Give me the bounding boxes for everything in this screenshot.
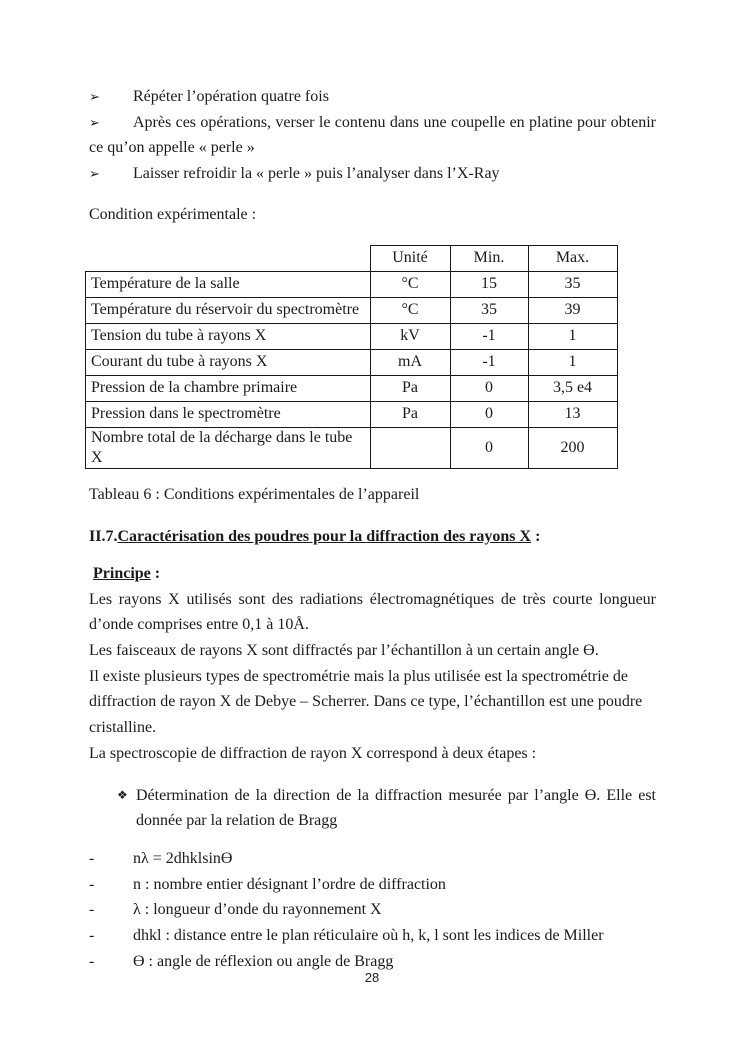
principle-suffix: : — [150, 564, 161, 582]
table-cell-max: 35 — [528, 271, 617, 297]
table-cell-min: -1 — [450, 349, 528, 375]
definition-text: nλ = 2dhklsinƟ — [133, 849, 233, 867]
document-page — [89, 84, 656, 974]
table-cell-label: Pression de la chambre primaire — [86, 375, 371, 401]
table-cell-max: 13 — [528, 401, 617, 427]
table-cell-label: Température de la salle — [86, 271, 371, 297]
experimental-conditions-table — [85, 245, 618, 469]
table-header-empty-cell — [86, 245, 371, 271]
arrow-bullet-icon: ➢ — [89, 89, 100, 104]
condition-label: Condition expérimentale : — [89, 205, 257, 223]
bullet-item — [89, 161, 656, 187]
table-cell-label: Température du réservoir du spectromètre — [86, 297, 371, 323]
definition-item — [89, 923, 656, 949]
dash-bullet: - — [89, 875, 95, 893]
table-header-cell: Unité — [370, 245, 450, 271]
principle-label: Principe — [93, 564, 151, 582]
arrow-bullet-icon: ➢ — [89, 114, 100, 130]
dash-bullet: - — [89, 927, 95, 945]
section-title: Caractérisation des poudres pour la diffraction des rayons X — [117, 528, 532, 546]
definition-item — [89, 846, 656, 872]
bullet-text: Après ces opérations, verser le contenu dans une coupelle en platine pour obtenir ce qu’on appelle « perle » — [89, 113, 656, 157]
table-row — [86, 375, 618, 401]
table-cell-max: 200 — [528, 427, 617, 468]
table-header-cell: Max. — [528, 245, 617, 271]
table-cell-min: 0 — [450, 427, 528, 468]
body-paragraph: Les rayons X utilisés sont des radiations électromagnétiques de très courte longueur d’onde comprises entre 0,1 à 10Å. — [89, 590, 656, 634]
dash-bullet: - — [89, 849, 95, 867]
principle-heading — [89, 561, 656, 587]
table-header-row — [86, 245, 618, 271]
table-row — [86, 349, 618, 375]
body-paragraph: Les faisceaux de rayons X sont diffractés par l’échantillon à un certain angle Ɵ. — [89, 642, 599, 660]
definition-text: dhkl : distance entre le plan réticulaire où h, k, l sont les indices de Miller — [133, 927, 604, 945]
bullet-text: Répéter l’opération quatre fois — [133, 88, 329, 105]
dash-bullet: - — [89, 901, 95, 919]
section-suffix: : — [531, 528, 541, 546]
table-header-cell: Min. — [450, 245, 528, 271]
table-cell-unit: °C — [370, 297, 450, 323]
body-paragraph: Il existe plusieurs types de spectrométrie mais la plus utilisée est la spectrométrie de diffraction de rayon X de Debye – Scherrer. Dans ce type, l’échantillon est une poudre cristalline. — [89, 667, 643, 737]
table-cell-min: 35 — [450, 297, 528, 323]
table-row — [86, 427, 618, 468]
table-cell-unit: °C — [370, 271, 450, 297]
bullet-item — [89, 84, 656, 110]
table-row — [86, 323, 618, 349]
table-cell-min: -1 — [450, 323, 528, 349]
definition-item — [89, 897, 656, 923]
table-cell-label: Tension du tube à rayons X — [86, 323, 371, 349]
table-row — [86, 271, 618, 297]
table-cell-min: 0 — [450, 401, 528, 427]
definition-text: Ɵ : angle de réflexion ou angle de Bragg — [133, 952, 394, 970]
table-cell-max: 39 — [528, 297, 617, 323]
diamond-bullet-item — [89, 783, 656, 834]
table-cell-unit: mA — [370, 349, 450, 375]
table-cell-label: Courant du tube à rayons X — [86, 349, 371, 375]
table-row — [86, 297, 618, 323]
page-number: 28 — [364, 970, 380, 985]
table-cell-min: 15 — [450, 271, 528, 297]
table-caption: Tableau 6 : Conditions expérimentales de l’appareil — [89, 485, 420, 503]
section-number: II.7. — [89, 528, 118, 546]
table-cell-unit — [370, 427, 450, 468]
arrow-bullet-icon: ➢ — [89, 166, 100, 182]
dash-bullet: - — [89, 952, 95, 970]
section-heading — [89, 524, 656, 550]
bullet-text: Laisser refroidir la « perle » puis l’analyser dans l’X-Ray — [133, 165, 500, 183]
diamond-bullet-icon: ❖ — [117, 787, 128, 802]
table-cell-max: 3,5 e4 — [528, 375, 617, 401]
definition-item — [89, 872, 656, 898]
table-cell-max: 1 — [528, 323, 617, 349]
table-cell-min: 0 — [450, 375, 528, 401]
table-cell-unit: kV — [370, 323, 450, 349]
table-cell-unit: Pa — [370, 375, 450, 401]
table-cell-unit: Pa — [370, 401, 450, 427]
body-paragraph: La spectroscopie de diffraction de rayon X correspond à deux étapes : — [89, 744, 537, 762]
table-cell-label: Nombre total de la décharge dans le tube X — [86, 427, 371, 468]
table-cell-label: Pression dans le spectromètre — [86, 401, 371, 427]
definition-list — [89, 846, 656, 975]
bullet-item — [89, 110, 656, 161]
diamond-bullet-text: Détermination de la direction de la diffraction mesurée par l’angle Ɵ. Elle est donnée par la relation de Bragg — [136, 786, 656, 830]
definition-text: λ : longueur d’onde du rayonnement X — [133, 901, 382, 919]
definition-text: n : nombre entier désignant l’ordre de diffraction — [133, 875, 446, 893]
table-cell-max: 1 — [528, 349, 617, 375]
table-row — [86, 401, 618, 427]
